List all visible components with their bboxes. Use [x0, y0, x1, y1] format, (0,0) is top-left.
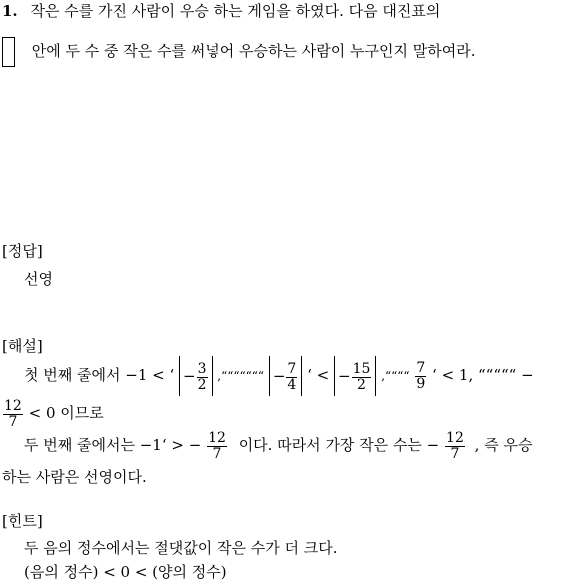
hint-line-2: (음의 정수) < 0 < (양의 정수) — [24, 563, 227, 581]
problem-text-2: 안에 두 수 중 작은 수를 써넣어 우승하는 사람이 누구인지 말하여라. — [31, 42, 476, 60]
hint-label: [힌트] — [2, 512, 43, 530]
fraction-7-4: $\frac{7}{4}$ — [287, 360, 297, 393]
hint-line-1: 두 음의 정수에서는 절댓값이 작은 수가 더 크다. — [24, 539, 338, 557]
abs-value-3: − $\frac{15}{2}$ — [334, 356, 376, 396]
exp-row1-mid2: ‘ < — [307, 366, 330, 384]
fraction-15-2: $\frac{15}{2}$ — [352, 360, 371, 393]
problem-number: 1. — [2, 2, 18, 20]
explanation-row-1 — [24, 355, 534, 395]
fraction-12-7-c: $\frac{12}{7}$ — [446, 429, 464, 462]
exp-row3-suffix: , 즉 우승 — [474, 436, 533, 454]
explanation-label: [해설] — [2, 337, 43, 355]
answer-text: 선영 — [24, 270, 53, 288]
answer-blank-box — [2, 37, 15, 67]
exp-row1-mid1: ,“““““““ — [217, 369, 265, 383]
answer-label: [정답] — [2, 242, 43, 260]
abs-value-2: − $\frac{7}{4}$ — [269, 356, 303, 396]
exp-row1-mid3: ,““““ — [381, 369, 410, 383]
problem-line-1 — [2, 0, 440, 21]
fraction-3-2: $\frac{3}{2}$ — [197, 360, 207, 393]
abs-value-1: − $\frac{3}{2}$ — [179, 356, 213, 396]
exp-row3-prefix: 두 번째 줄에서는 −1‘ > − — [24, 436, 202, 454]
problem-text-1: 작은 수를 가진 사람이 우승 하는 게임을 하였다. 다음 대진표의 — [30, 2, 441, 20]
explanation-row-3 — [24, 425, 532, 465]
problem-line-2 — [2, 37, 475, 67]
fraction-12-7-a: $\frac{12}{7}$ — [4, 397, 22, 430]
exp-row3-middle: 이다. 따라서 가장 작은 수는 − — [238, 436, 440, 454]
exp-row1-mid4: ‘ < 1, “““““ − — [432, 366, 534, 384]
exp-row1-prefix: 첫 번째 줄에서 −1 < ‘ — [24, 366, 175, 384]
explanation-row-4: 하는 사람은 선영이다. — [2, 468, 147, 486]
fraction-7-9: $\frac{7}{9}$ — [416, 359, 426, 392]
fraction-12-7-b: $\frac{12}{7}$ — [208, 429, 226, 462]
exp-row2-suffix: < 0 이므로 — [28, 404, 104, 422]
